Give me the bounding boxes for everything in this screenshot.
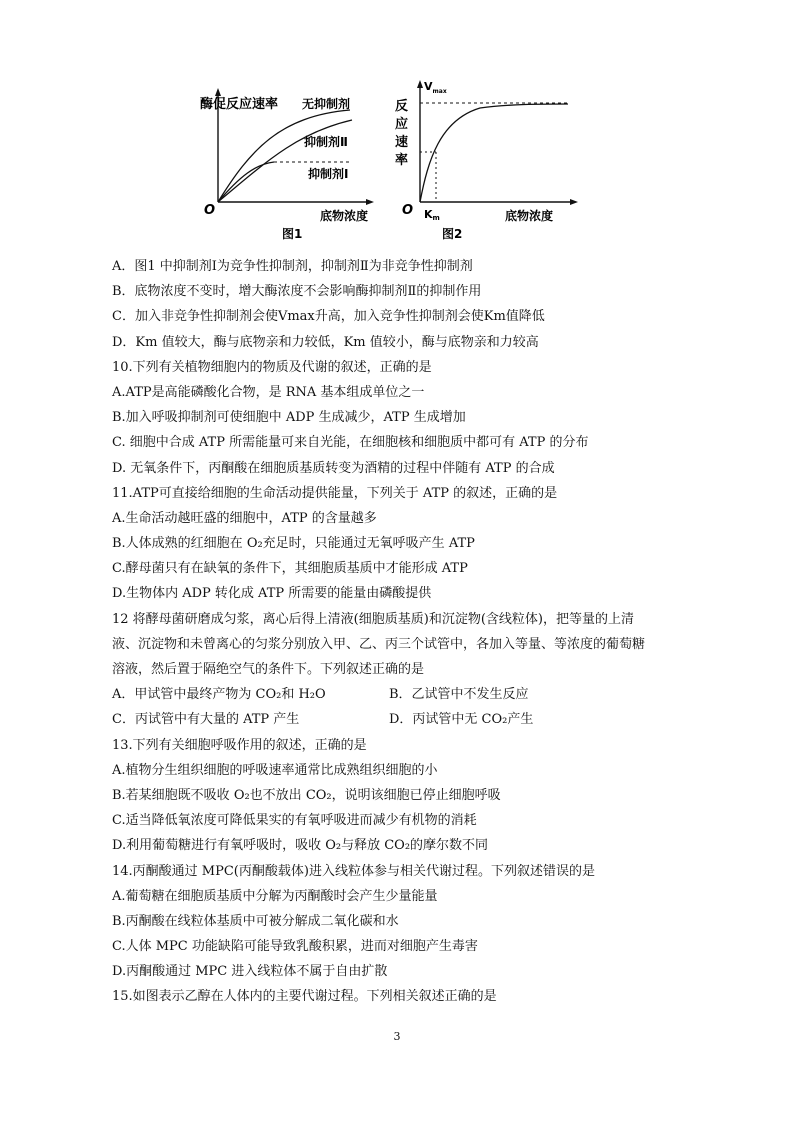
enzyme-kinetics-figures (180, 80, 600, 250)
q14-option-c: C.人体 MPC 功能缺陷可能导致乳酸积累，进而对细胞产生毒害 (112, 939, 478, 955)
fig1-curve-inhibitor-1 (218, 162, 274, 202)
fig2-ylabel-1: 反 (395, 99, 409, 114)
q11-option-d: D.生物体内 ADP 转化成 ATP 所需要的能量由磷酸提供 (112, 586, 432, 602)
fig1-xlabel: 底物浓度 (320, 209, 369, 223)
q10-option-b: B.加入呼吸抑制剂可使细胞中 ADP 生成减少，ATP 生成增加 (112, 410, 466, 426)
fig1-curve-no-inhibitor (218, 110, 350, 202)
fig2-vmax-label (424, 80, 447, 95)
fig1-origin: O (204, 203, 216, 218)
fig2-km-sub: m (432, 214, 440, 222)
question-12-stem-3: 溶液，然后置于隔绝空气的条件下。下列叙述正确的是 (112, 662, 425, 677)
fig2-ylabel-4: 率 (395, 153, 409, 168)
figures-area (180, 80, 600, 250)
question-15-stem: 15.如图表示乙醇在人体内的主要代谢过程。下列相关叙述正确的是 (112, 989, 497, 1005)
question-13-stem: 13.下列有关细胞呼吸作用的叙述，正确的是 (112, 737, 367, 753)
fig1-x-arrow (366, 199, 374, 205)
fig2-vmax-letter: V (424, 80, 433, 93)
q12-options-cd (112, 707, 712, 732)
fig1-label-inhibitor-1: 抑制剂Ⅰ (308, 167, 349, 181)
question-11-stem: 11.ATP可直接给细胞的生命活动提供能量，下列关于 ATP 的叙述，正确的是 (112, 485, 558, 501)
q10-option-d: D. 无氧条件下，丙酮酸在细胞质基质转变为酒精的过程中伴随有 ATP 的合成 (112, 460, 555, 476)
line-4: D．Km 值较大，酶与底物亲和力较低，Km 值较小，酶与底物亲和力较高 (112, 334, 539, 350)
q12-option-a: A．甲试管中最终产物为 CO₂和 H₂O (112, 687, 326, 703)
line-2: B．底物浓度不变时，增大酶浓度不会影响酶抑制剂Ⅱ的抑制作用 (112, 284, 482, 300)
fig2-ylabel-3: 速 (395, 135, 409, 150)
q12-option-c: C．丙试管中有大量的 ATP 产生 (112, 712, 300, 728)
fig1-caption: 图1 (282, 227, 303, 241)
fig1-ylabel: 酶促反应速率 (200, 97, 279, 112)
fig2-curve (420, 104, 568, 202)
question-12-stem-1: 12 将酵母菌研磨成匀浆，离心后得上清液(细胞质基质)和沉淀物(含线粒体)，把等量的上清 (112, 611, 634, 627)
q14-option-b: B.丙酮酸在线粒体基质中可被分解成二氧化碳和水 (112, 913, 399, 929)
fig2-y-arrow (417, 80, 423, 88)
q14-option-a: A.葡萄糖在细胞质基质中分解为丙酮酸时会产生少量能量 (112, 888, 438, 904)
fig2-caption: 图2 (442, 227, 463, 241)
fig2-xlabel: 底物浓度 (505, 209, 554, 223)
fig1-label-inhibitor-2: 抑制剂Ⅱ (304, 135, 348, 149)
question-12-stem-2: 液、沉淀物和未曾离心的匀浆分别放入甲、乙、丙三个试管中，各加入等量、等浓度的葡萄糖 (112, 636, 646, 652)
q11-option-a: A.生命活动越旺盛的细胞中，ATP 的含量越多 (112, 510, 377, 526)
fig2-origin: O (402, 203, 414, 218)
fig2-x-arrow (570, 199, 578, 205)
q14-option-d: D.丙酮酸通过 MPC 进入线粒体不属于自由扩散 (112, 964, 388, 980)
q12-option-b: B．乙试管中不发生反应 (389, 687, 529, 703)
q12-options-ab (112, 682, 712, 707)
question-14-stem: 14.丙酮酸通过 MPC(丙酮酸载体)进入线粒体参与相关代谢过程。下列叙述错误的是 (112, 863, 595, 879)
q11-option-b: B.人体成熟的红细胞在 O₂充足时，只能通过无氧呼吸产生 ATP (112, 536, 475, 552)
fig1-curve-inhibitor-2 (218, 120, 352, 202)
line-1: A．图1 中抑制剂Ⅰ为竞争性抑制剂，抑制剂Ⅱ为非竞争性抑制剂 (112, 259, 473, 274)
figure-1 (200, 88, 374, 241)
q13-option-b: B.若某细胞既不吸收 O₂也不放出 CO₂，说明该细胞已停止细胞呼吸 (112, 787, 501, 803)
q10-option-a: A.ATP是高能磷酸化合物，是 RNA 基本组成单位之一 (112, 384, 425, 400)
q10-option-c: C. 细胞中合成 ATP 所需能量可来自光能，在细胞核和细胞质中都可有 ATP 的分布 (112, 435, 589, 451)
fig2-vmax-sub: max (432, 88, 447, 95)
fig2-km-label (424, 208, 440, 222)
fig1-label-no-inhibitor: 无抑制剂 (302, 97, 351, 111)
q11-option-c: C.酵母菌只有在缺氧的条件下，其细胞质基质中才能形成 ATP (112, 561, 468, 577)
page-number: 3 (393, 1030, 401, 1043)
question-text (112, 254, 712, 1010)
q12-option-d: D．丙试管中无 CO₂产生 (389, 712, 534, 728)
q13-option-d: D.利用葡萄糖进行有氧呼吸时，吸收 O₂与释放 CO₂的摩尔数不同 (112, 838, 489, 854)
q13-option-c: C.适当降低氧浓度可降低果实的有氧呼吸进而减少有机物的消耗 (112, 813, 477, 829)
q13-option-a: A.植物分生组织细胞的呼吸速率通常比成熟组织细胞的小 (112, 762, 438, 778)
fig2-km-letter: K (424, 208, 433, 221)
figure-2 (395, 80, 578, 241)
line-3: C．加入非竞争性抑制剂会使Vmax升高，加入竞争性抑制剂会使Km值降低 (112, 309, 545, 325)
question-10-stem: 10.下列有关植物细胞内的物质及代谢的叙述，正确的是 (112, 359, 432, 375)
fig1-y-arrow (215, 88, 221, 96)
fig2-ylabel-2: 应 (395, 117, 409, 132)
